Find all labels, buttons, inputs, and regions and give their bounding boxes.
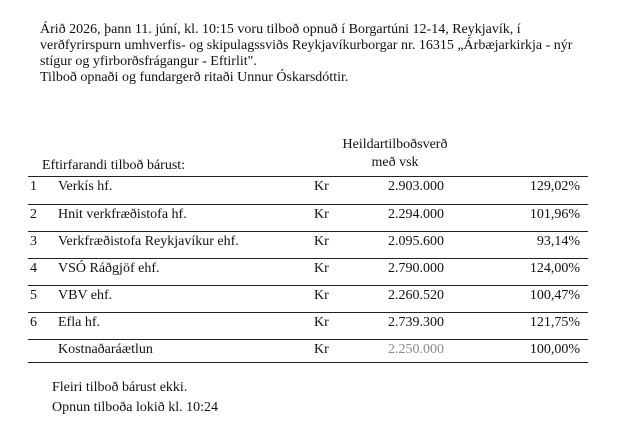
bid-price: 2.260.520: [388, 288, 444, 303]
row-number: 3: [30, 234, 37, 249]
table-row: [0, 177, 640, 197]
estimate-label: Kostnaðaráætlun: [58, 342, 153, 357]
table-row: [0, 232, 640, 252]
bid-price: 2.739.300: [388, 315, 444, 330]
table-row: [0, 205, 640, 225]
bidder-name: VBV ehf.: [58, 288, 113, 303]
currency: Kr: [314, 207, 329, 222]
row-number: 2: [30, 207, 37, 222]
bid-price: 2.095.600: [388, 234, 444, 249]
bid-percent: 124,00%: [529, 261, 580, 276]
intro-line: stígur og yfirborðsfrágangur - Eftirlit".: [40, 54, 257, 69]
bidder-name: Efla hf.: [58, 315, 100, 330]
table-row: [0, 313, 640, 333]
currency: Kr: [314, 315, 329, 330]
row-number: 5: [30, 288, 37, 303]
price-header-line1: Heildartilboðsverð: [342, 137, 448, 152]
row-number: 1: [30, 179, 37, 194]
intro-paragraph: [40, 22, 630, 86]
row-number: 4: [30, 261, 37, 276]
price-header-line2: með vsk: [371, 155, 419, 170]
estimate-percent: 100,00%: [529, 342, 580, 357]
bids-header: Eftirfarandi tilboð bárust:: [42, 158, 186, 173]
bid-percent: 100,47%: [529, 288, 580, 303]
bid-percent: 93,14%: [536, 234, 580, 249]
bidder-name: Verkfræðistofa Reykjavíkur ehf.: [58, 234, 239, 249]
closing-line: Opnun tilboða lokið kl. 10:24: [52, 400, 219, 415]
row-number: 6: [30, 315, 37, 330]
bidder-name: VSÓ Ráðgjöf ehf.: [58, 261, 160, 276]
table-row: [0, 259, 640, 279]
intro-line: Árið 2026, þann 11. júní, kl. 10:15 voru tilboð opnuð í Borgartúni 12-14, Reykjavík, í: [40, 22, 521, 37]
bid-price: 2.903.000: [388, 179, 444, 194]
closing-line: Fleiri tilboð bárust ekki.: [52, 380, 188, 395]
table-rule: [28, 362, 588, 363]
currency: Kr: [314, 288, 329, 303]
intro-line: verðfyrirspurn umhverfis- og skipulagssviðs Reykjavíkurborgar nr. 16315 „Árbæjarkirkja - nýr: [40, 38, 573, 53]
bidder-name: Hnit verkfræðistofa hf.: [58, 207, 187, 222]
bid-percent: 101,96%: [529, 207, 580, 222]
estimate-price: 2.250.000: [388, 342, 444, 357]
bid-percent: 121,75%: [529, 315, 580, 330]
currency: Kr: [314, 261, 329, 276]
intro-line: Tilboð opnaði og fundargerð ritaði Unnur Óskarsdóttir.: [40, 70, 349, 85]
currency: Kr: [314, 342, 329, 357]
table-row: [0, 286, 640, 306]
bid-percent: 129,02%: [529, 179, 580, 194]
price-column-header: [340, 136, 450, 172]
bid-price: 2.294.000: [388, 207, 444, 222]
currency: Kr: [314, 179, 329, 194]
closing-notes: [52, 378, 218, 418]
currency: Kr: [314, 234, 329, 249]
cost-estimate-row: [0, 340, 640, 360]
bid-price: 2.790.000: [388, 261, 444, 276]
bidder-name: Verkís hf.: [58, 179, 113, 194]
